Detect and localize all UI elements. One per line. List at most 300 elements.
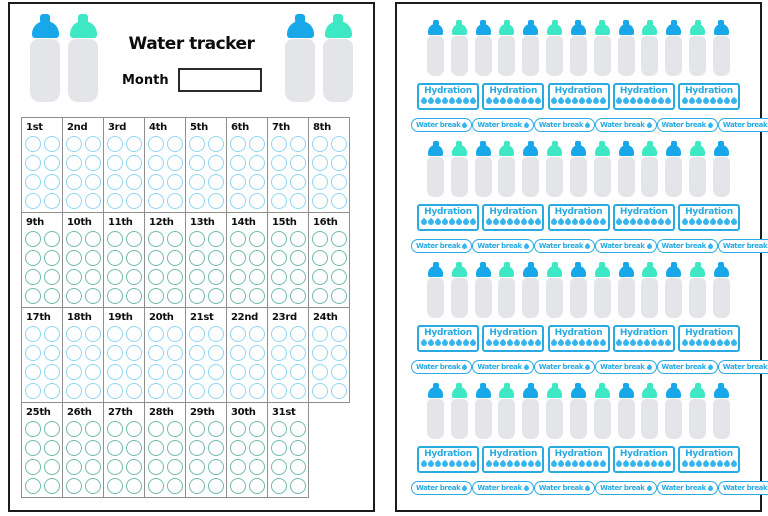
water-circle[interactable] (189, 345, 205, 361)
water-circle[interactable] (271, 326, 287, 342)
water-bottle-icon[interactable] (451, 141, 468, 197)
water-circle[interactable] (66, 136, 82, 152)
water-bottle-icon[interactable] (641, 141, 658, 197)
water-circle[interactable] (290, 193, 306, 209)
water-circle[interactable] (25, 364, 41, 380)
water-bottle-icon[interactable] (713, 262, 730, 318)
water-circle[interactable] (290, 231, 306, 247)
hydration-sticker[interactable] (417, 83, 479, 110)
hydration-sticker[interactable] (613, 204, 675, 231)
water-circle[interactable] (189, 174, 205, 190)
water-break-badge[interactable] (534, 360, 595, 374)
water-bottle-icon[interactable] (522, 20, 539, 76)
water-circle[interactable] (148, 421, 164, 437)
water-circle[interactable] (312, 250, 328, 266)
water-circle[interactable] (126, 459, 142, 475)
water-circle[interactable] (44, 231, 60, 247)
hydration-sticker[interactable] (678, 325, 740, 352)
water-circle[interactable] (148, 288, 164, 304)
water-circle[interactable] (85, 478, 101, 494)
water-circle[interactable] (271, 288, 287, 304)
water-circle[interactable] (290, 174, 306, 190)
water-circle[interactable] (44, 155, 60, 171)
water-circle[interactable] (208, 478, 224, 494)
water-circle[interactable] (189, 250, 205, 266)
water-circle[interactable] (85, 459, 101, 475)
water-circle[interactable] (331, 136, 347, 152)
water-bottle-icon[interactable] (665, 20, 682, 76)
water-circle[interactable] (25, 440, 41, 456)
water-circle[interactable] (167, 459, 183, 475)
hydration-sticker[interactable] (417, 325, 479, 352)
water-circle[interactable] (167, 155, 183, 171)
water-circle[interactable] (189, 136, 205, 152)
water-circle[interactable] (107, 136, 123, 152)
water-circle[interactable] (290, 364, 306, 380)
water-circle[interactable] (249, 269, 265, 285)
water-circle[interactable] (66, 459, 82, 475)
water-circle[interactable] (44, 421, 60, 437)
water-circle[interactable] (189, 459, 205, 475)
water-circle[interactable] (44, 459, 60, 475)
water-circle[interactable] (230, 288, 246, 304)
water-circle[interactable] (167, 174, 183, 190)
hydration-sticker[interactable] (613, 446, 675, 473)
water-circle[interactable] (148, 269, 164, 285)
water-circle[interactable] (44, 288, 60, 304)
water-circle[interactable] (107, 345, 123, 361)
water-circle[interactable] (66, 174, 82, 190)
water-circle[interactable] (230, 345, 246, 361)
water-bottle-icon[interactable] (665, 141, 682, 197)
water-break-badge[interactable] (411, 360, 472, 374)
water-circle[interactable] (25, 155, 41, 171)
water-circle[interactable] (107, 269, 123, 285)
water-circle[interactable] (126, 174, 142, 190)
hydration-sticker[interactable] (482, 83, 544, 110)
water-break-badge[interactable] (718, 481, 768, 495)
water-circle[interactable] (85, 364, 101, 380)
water-bottle-icon[interactable] (570, 383, 587, 439)
water-circle[interactable] (25, 193, 41, 209)
water-circle[interactable] (85, 155, 101, 171)
water-bottle-icon[interactable] (618, 262, 635, 318)
hydration-sticker[interactable] (482, 446, 544, 473)
water-circle[interactable] (66, 364, 82, 380)
water-circle[interactable] (167, 421, 183, 437)
water-circle[interactable] (249, 193, 265, 209)
water-circle[interactable] (44, 136, 60, 152)
water-circle[interactable] (331, 193, 347, 209)
water-bottle-icon[interactable] (713, 141, 730, 197)
water-circle[interactable] (290, 269, 306, 285)
water-break-badge[interactable] (657, 118, 718, 132)
water-circle[interactable] (66, 383, 82, 399)
water-circle[interactable] (331, 269, 347, 285)
water-bottle-icon[interactable] (498, 141, 515, 197)
water-bottle-icon[interactable] (475, 262, 492, 318)
water-circle[interactable] (126, 440, 142, 456)
water-circle[interactable] (44, 478, 60, 494)
water-circle[interactable] (167, 250, 183, 266)
water-circle[interactable] (208, 155, 224, 171)
water-bottle-icon[interactable] (522, 262, 539, 318)
water-circle[interactable] (44, 440, 60, 456)
water-bottle-icon[interactable] (618, 20, 635, 76)
water-bottle-icon[interactable] (498, 383, 515, 439)
water-break-badge[interactable] (472, 360, 533, 374)
water-circle[interactable] (230, 459, 246, 475)
water-circle[interactable] (66, 440, 82, 456)
water-circle[interactable] (230, 478, 246, 494)
water-circle[interactable] (208, 440, 224, 456)
water-circle[interactable] (107, 383, 123, 399)
water-circle[interactable] (44, 174, 60, 190)
water-circle[interactable] (312, 326, 328, 342)
water-circle[interactable] (107, 478, 123, 494)
water-bottle-icon[interactable] (594, 141, 611, 197)
water-circle[interactable] (249, 421, 265, 437)
water-circle[interactable] (230, 155, 246, 171)
water-circle[interactable] (44, 193, 60, 209)
water-bottle-icon[interactable] (689, 141, 706, 197)
water-circle[interactable] (66, 155, 82, 171)
water-circle[interactable] (148, 364, 164, 380)
water-circle[interactable] (312, 136, 328, 152)
water-bottle-icon[interactable] (570, 141, 587, 197)
water-bottle-icon[interactable] (641, 262, 658, 318)
water-circle[interactable] (66, 288, 82, 304)
water-break-badge[interactable] (534, 481, 595, 495)
water-circle[interactable] (148, 478, 164, 494)
water-bottle-icon[interactable] (689, 383, 706, 439)
water-circle[interactable] (126, 478, 142, 494)
water-bottle-icon[interactable] (475, 141, 492, 197)
water-circle[interactable] (44, 269, 60, 285)
water-circle[interactable] (85, 288, 101, 304)
hydration-sticker[interactable] (613, 83, 675, 110)
water-circle[interactable] (66, 250, 82, 266)
water-circle[interactable] (126, 345, 142, 361)
water-circle[interactable] (230, 250, 246, 266)
water-circle[interactable] (331, 288, 347, 304)
water-circle[interactable] (208, 288, 224, 304)
water-bottle-icon[interactable] (546, 141, 563, 197)
month-input[interactable] (178, 68, 262, 92)
water-break-badge[interactable] (411, 481, 472, 495)
water-bottle-icon[interactable] (451, 262, 468, 318)
water-circle[interactable] (25, 250, 41, 266)
water-circle[interactable] (249, 136, 265, 152)
water-circle[interactable] (312, 174, 328, 190)
water-bottle-icon[interactable] (451, 383, 468, 439)
water-break-badge[interactable] (595, 481, 656, 495)
water-bottle-icon[interactable] (498, 20, 515, 76)
water-bottle-icon[interactable] (546, 262, 563, 318)
water-break-badge[interactable] (472, 239, 533, 253)
water-circle[interactable] (66, 326, 82, 342)
water-circle[interactable] (271, 269, 287, 285)
water-bottle-icon[interactable] (713, 383, 730, 439)
water-bottle-icon[interactable] (427, 383, 444, 439)
water-circle[interactable] (25, 231, 41, 247)
water-break-badge[interactable] (595, 360, 656, 374)
water-circle[interactable] (230, 440, 246, 456)
water-circle[interactable] (44, 326, 60, 342)
water-bottle-icon[interactable] (522, 141, 539, 197)
water-circle[interactable] (290, 326, 306, 342)
water-circle[interactable] (126, 269, 142, 285)
water-circle[interactable] (85, 345, 101, 361)
water-break-badge[interactable] (534, 239, 595, 253)
water-circle[interactable] (208, 250, 224, 266)
water-circle[interactable] (331, 231, 347, 247)
water-circle[interactable] (331, 155, 347, 171)
water-circle[interactable] (331, 364, 347, 380)
water-circle[interactable] (107, 459, 123, 475)
water-circle[interactable] (148, 440, 164, 456)
water-circle[interactable] (148, 155, 164, 171)
water-circle[interactable] (208, 136, 224, 152)
water-break-badge[interactable] (657, 360, 718, 374)
water-circle[interactable] (230, 231, 246, 247)
water-circle[interactable] (126, 364, 142, 380)
hydration-sticker[interactable] (678, 446, 740, 473)
water-circle[interactable] (167, 478, 183, 494)
water-circle[interactable] (148, 231, 164, 247)
water-circle[interactable] (66, 193, 82, 209)
water-break-badge[interactable] (411, 239, 472, 253)
water-circle[interactable] (189, 478, 205, 494)
water-circle[interactable] (312, 155, 328, 171)
hydration-sticker[interactable] (613, 325, 675, 352)
water-circle[interactable] (66, 269, 82, 285)
water-circle[interactable] (85, 383, 101, 399)
water-circle[interactable] (312, 364, 328, 380)
water-bottle-icon[interactable] (427, 262, 444, 318)
water-circle[interactable] (249, 288, 265, 304)
water-bottle-icon[interactable] (427, 141, 444, 197)
water-circle[interactable] (25, 345, 41, 361)
water-circle[interactable] (208, 326, 224, 342)
water-circle[interactable] (167, 269, 183, 285)
water-circle[interactable] (25, 326, 41, 342)
water-circle[interactable] (85, 421, 101, 437)
water-circle[interactable] (331, 383, 347, 399)
water-circle[interactable] (249, 174, 265, 190)
water-circle[interactable] (189, 269, 205, 285)
water-bottle-icon[interactable] (427, 20, 444, 76)
water-break-badge[interactable] (534, 118, 595, 132)
water-break-badge[interactable] (472, 118, 533, 132)
water-circle[interactable] (25, 269, 41, 285)
water-circle[interactable] (107, 193, 123, 209)
water-circle[interactable] (331, 250, 347, 266)
water-circle[interactable] (331, 326, 347, 342)
water-circle[interactable] (249, 478, 265, 494)
water-circle[interactable] (148, 383, 164, 399)
water-circle[interactable] (167, 136, 183, 152)
water-circle[interactable] (25, 421, 41, 437)
water-circle[interactable] (249, 250, 265, 266)
water-circle[interactable] (107, 440, 123, 456)
water-circle[interactable] (85, 231, 101, 247)
water-circle[interactable] (230, 326, 246, 342)
water-circle[interactable] (271, 478, 287, 494)
water-circle[interactable] (290, 155, 306, 171)
water-circle[interactable] (126, 421, 142, 437)
water-circle[interactable] (25, 383, 41, 399)
water-circle[interactable] (44, 345, 60, 361)
water-circle[interactable] (167, 193, 183, 209)
water-bottle-icon[interactable] (594, 383, 611, 439)
water-circle[interactable] (107, 364, 123, 380)
hydration-sticker[interactable] (548, 204, 610, 231)
water-circle[interactable] (44, 250, 60, 266)
water-circle[interactable] (290, 440, 306, 456)
water-circle[interactable] (189, 440, 205, 456)
water-circle[interactable] (189, 326, 205, 342)
hydration-sticker[interactable] (482, 325, 544, 352)
water-circle[interactable] (126, 288, 142, 304)
water-circle[interactable] (271, 174, 287, 190)
water-circle[interactable] (271, 364, 287, 380)
hydration-sticker[interactable] (678, 83, 740, 110)
water-break-badge[interactable] (657, 481, 718, 495)
water-circle[interactable] (290, 136, 306, 152)
water-bottle-icon[interactable] (546, 20, 563, 76)
water-break-badge[interactable] (718, 118, 768, 132)
water-circle[interactable] (208, 193, 224, 209)
water-circle[interactable] (230, 364, 246, 380)
water-circle[interactable] (290, 250, 306, 266)
water-circle[interactable] (167, 288, 183, 304)
water-circle[interactable] (167, 440, 183, 456)
water-circle[interactable] (148, 459, 164, 475)
water-circle[interactable] (249, 364, 265, 380)
water-break-badge[interactable] (595, 239, 656, 253)
water-break-badge[interactable] (718, 360, 768, 374)
water-circle[interactable] (312, 231, 328, 247)
water-bottle-icon[interactable] (665, 262, 682, 318)
water-circle[interactable] (167, 231, 183, 247)
water-circle[interactable] (208, 231, 224, 247)
water-circle[interactable] (249, 326, 265, 342)
water-circle[interactable] (290, 478, 306, 494)
water-circle[interactable] (271, 345, 287, 361)
water-bottle-icon[interactable] (522, 383, 539, 439)
water-circle[interactable] (148, 250, 164, 266)
water-circle[interactable] (126, 250, 142, 266)
water-circle[interactable] (189, 155, 205, 171)
water-bottle-icon[interactable] (451, 20, 468, 76)
water-bottle-icon[interactable] (713, 20, 730, 76)
water-circle[interactable] (167, 345, 183, 361)
water-circle[interactable] (271, 231, 287, 247)
water-bottle-icon[interactable] (498, 262, 515, 318)
hydration-sticker[interactable] (678, 204, 740, 231)
water-circle[interactable] (25, 174, 41, 190)
water-circle[interactable] (148, 136, 164, 152)
water-circle[interactable] (271, 459, 287, 475)
water-circle[interactable] (148, 326, 164, 342)
water-circle[interactable] (25, 136, 41, 152)
water-circle[interactable] (230, 136, 246, 152)
water-circle[interactable] (230, 174, 246, 190)
water-circle[interactable] (66, 345, 82, 361)
hydration-sticker[interactable] (417, 446, 479, 473)
water-circle[interactable] (126, 231, 142, 247)
water-circle[interactable] (107, 326, 123, 342)
water-circle[interactable] (25, 459, 41, 475)
water-bottle-icon[interactable] (689, 262, 706, 318)
water-circle[interactable] (249, 459, 265, 475)
water-circle[interactable] (107, 155, 123, 171)
water-circle[interactable] (249, 440, 265, 456)
water-break-badge[interactable] (411, 118, 472, 132)
water-circle[interactable] (85, 136, 101, 152)
water-circle[interactable] (66, 421, 82, 437)
water-bottle-icon[interactable] (641, 20, 658, 76)
water-circle[interactable] (208, 345, 224, 361)
water-circle[interactable] (167, 383, 183, 399)
water-circle[interactable] (189, 288, 205, 304)
water-circle[interactable] (249, 383, 265, 399)
water-circle[interactable] (85, 326, 101, 342)
water-circle[interactable] (126, 193, 142, 209)
water-circle[interactable] (230, 193, 246, 209)
water-circle[interactable] (126, 326, 142, 342)
water-circle[interactable] (107, 174, 123, 190)
water-circle[interactable] (271, 440, 287, 456)
water-circle[interactable] (107, 288, 123, 304)
water-circle[interactable] (126, 155, 142, 171)
water-circle[interactable] (107, 231, 123, 247)
water-circle[interactable] (271, 383, 287, 399)
water-circle[interactable] (271, 193, 287, 209)
water-circle[interactable] (66, 231, 82, 247)
water-circle[interactable] (189, 193, 205, 209)
water-circle[interactable] (290, 459, 306, 475)
water-break-badge[interactable] (718, 239, 768, 253)
hydration-sticker[interactable] (548, 325, 610, 352)
water-circle[interactable] (249, 231, 265, 247)
hydration-sticker[interactable] (548, 83, 610, 110)
water-circle[interactable] (66, 478, 82, 494)
water-bottle-icon[interactable] (689, 20, 706, 76)
water-bottle-icon[interactable] (570, 20, 587, 76)
water-circle[interactable] (208, 269, 224, 285)
water-circle[interactable] (249, 345, 265, 361)
water-bottle-icon[interactable] (475, 383, 492, 439)
water-circle[interactable] (148, 345, 164, 361)
hydration-sticker[interactable] (417, 204, 479, 231)
water-circle[interactable] (167, 326, 183, 342)
water-bottle-icon[interactable] (665, 383, 682, 439)
water-circle[interactable] (290, 421, 306, 437)
water-circle[interactable] (44, 383, 60, 399)
water-circle[interactable] (107, 421, 123, 437)
water-break-badge[interactable] (595, 118, 656, 132)
water-circle[interactable] (189, 231, 205, 247)
water-circle[interactable] (85, 193, 101, 209)
water-circle[interactable] (148, 193, 164, 209)
water-circle[interactable] (230, 383, 246, 399)
water-circle[interactable] (331, 345, 347, 361)
water-circle[interactable] (126, 383, 142, 399)
water-circle[interactable] (208, 459, 224, 475)
water-circle[interactable] (312, 383, 328, 399)
